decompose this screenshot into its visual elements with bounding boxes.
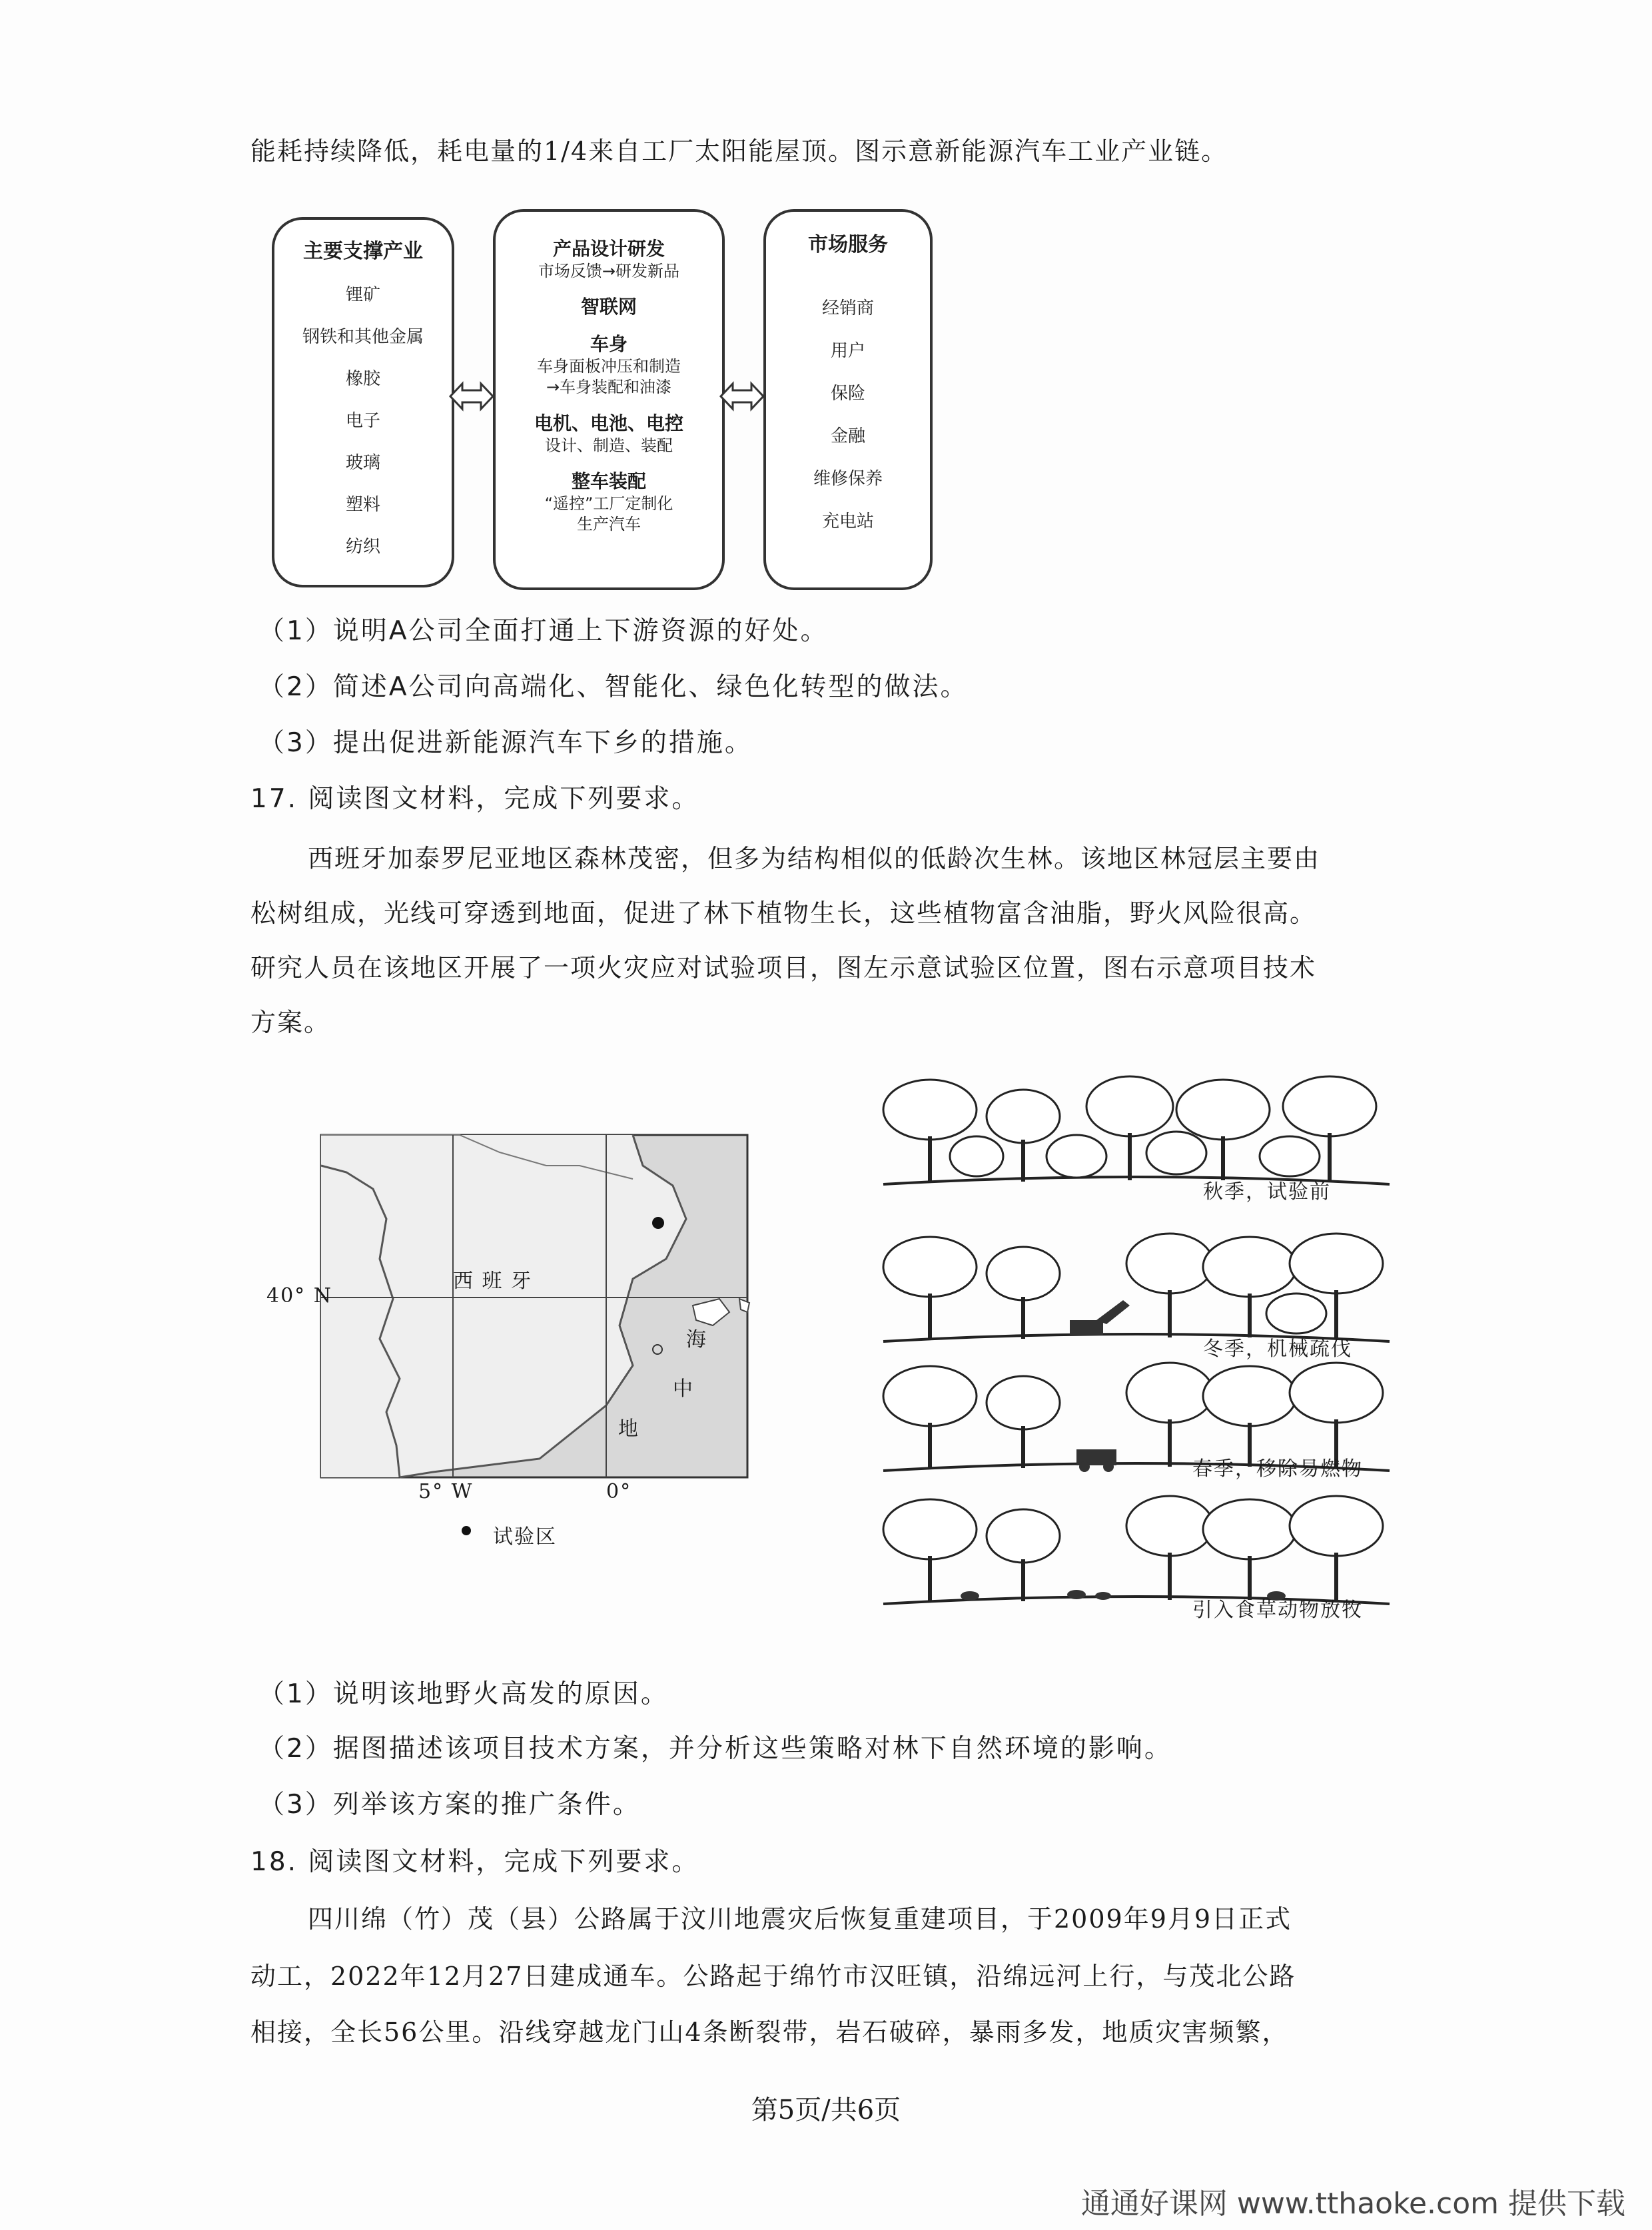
test-site-marker — [652, 1217, 664, 1229]
market-item: 用户 — [830, 341, 865, 361]
q18-para-line: 四川绵（竹）茂（县）公路属于汶川地震灾后恢复重建项目，于2009年9月9日正式 — [308, 1904, 1292, 1934]
support-title: 主要支撑产业 — [303, 240, 423, 263]
market-service-box — [763, 209, 933, 590]
scene-caption: 引入食草动物放牧 — [1192, 1599, 1363, 1622]
map-sea-label: 中 — [673, 1377, 694, 1401]
support-item: 玻璃 — [345, 453, 380, 473]
q17-heading: 17. 阅读图文材料，完成下列要求。 — [250, 784, 700, 814]
map-sea-label: 海 — [686, 1328, 707, 1351]
product-section — [496, 330, 722, 398]
q18-para-line: 动工，2022年12月27日建成通车。公路起于绵竹市汉旺镇，沿绵远河上行，与茂北公路 — [250, 1962, 1296, 1991]
market-title: 市场服务 — [808, 233, 888, 256]
product-section — [496, 234, 722, 282]
support-item: 钢铁和其他金属 — [302, 327, 424, 347]
q17-para-line: 方案。 — [250, 1008, 331, 1037]
q16-sub1: （1）说明A公司全面打通上下游资源的好处。 — [258, 616, 829, 646]
map-lon-label: 0° — [606, 1480, 632, 1503]
product-section-title: 产品设计研发 — [552, 238, 665, 260]
support-industry-box — [272, 217, 454, 587]
support-item: 电子 — [345, 411, 380, 431]
product-section-title: 电机、电池、电控 — [534, 412, 683, 434]
q17-sub1: （1）说明该地野火高发的原因。 — [258, 1679, 669, 1709]
product-section-title: 整车装配 — [571, 470, 646, 492]
market-item: 充电站 — [821, 512, 874, 532]
market-list — [766, 294, 930, 550]
map-lon-label: 5° W — [418, 1480, 474, 1503]
page-number: 第5页/共6页 — [751, 2095, 901, 2125]
map-country-label: 西 班 牙 — [453, 1270, 533, 1293]
q16-sub3: （3）提出促进新能源汽车下乡的措施。 — [258, 728, 753, 758]
product-section — [496, 409, 722, 456]
q17-para-line: 研究人员在该地区开展了一项火灾应对试验项目，图左示意试验区位置，图右示意项目技术 — [250, 953, 1317, 982]
q17-sub2: （2）据图描述该项目技术方案，并分析这些策略对林下自然环境的影响。 — [258, 1734, 1172, 1764]
product-section-detail: “遥控”工厂定制化 生产汽车 — [544, 494, 673, 534]
product-section — [496, 292, 722, 319]
q17-sub3: （3）列举该方案的推广条件。 — [258, 1790, 641, 1820]
product-section-detail: 设计、制造、装配 — [545, 436, 673, 455]
double-arrow-icon — [718, 378, 766, 414]
support-item: 塑料 — [345, 495, 380, 515]
q18-heading: 18. 阅读图文材料，完成下列要求。 — [250, 1847, 700, 1877]
map-sea-label: 地 — [618, 1417, 639, 1441]
q16-sub2: （2）简述A公司向高端化、智能化、绿色化转型的做法。 — [258, 672, 969, 702]
watermark: 通通好课网 www.tthaoke.com 提供下载 — [1080, 2187, 1625, 2221]
market-item: 维修保养 — [813, 469, 883, 489]
map-legend-label: 试验区 — [493, 1525, 557, 1549]
support-item: 纺织 — [345, 537, 380, 557]
scene-caption: 春季，移除易燃物 — [1192, 1457, 1363, 1481]
market-item: 经销商 — [821, 298, 874, 318]
scene-caption: 秋季，试验前 — [1203, 1180, 1331, 1204]
scene-caption: 冬季，机械疏伐 — [1203, 1337, 1352, 1361]
support-item: 橡胶 — [345, 369, 380, 389]
market-item: 保险 — [830, 384, 865, 404]
product-chain-box — [493, 209, 725, 590]
support-list — [274, 281, 452, 575]
market-item: 金融 — [830, 426, 865, 446]
support-item: 锂矿 — [345, 285, 380, 305]
legend-marker — [462, 1526, 471, 1535]
product-section-title: 智联网 — [580, 296, 637, 318]
q18-para-line: 相接，全长56公里。沿线穿越龙门山4条断裂带，岩石破碎，暴雨多发，地质灾害频繁， — [250, 2018, 1289, 2047]
product-section-detail: 市场反馈→研发新品 — [538, 262, 680, 280]
q17-para-line: 松树组成，光线可穿透到地面，促进了林下植物生长，这些植物富含油脂，野火风险很高。 — [250, 899, 1317, 928]
intro-line: 能耗持续降低，耗电量的1/4来自工厂太阳能屋顶。图示意新能源汽车工业产业链。 — [250, 137, 1228, 166]
map-lat-label: 40° N — [266, 1284, 332, 1307]
double-arrow-icon — [448, 378, 496, 414]
product-section — [496, 467, 722, 535]
product-section-title: 车身 — [590, 333, 627, 356]
q17-para-line: 西班牙加泰罗尼亚地区森林茂密，但多为结构相似的低龄次生林。该地区林冠层主要由 — [308, 844, 1321, 873]
product-section-detail: 车身面板冲压和制造 →车身装配和油漆 — [537, 357, 681, 397]
